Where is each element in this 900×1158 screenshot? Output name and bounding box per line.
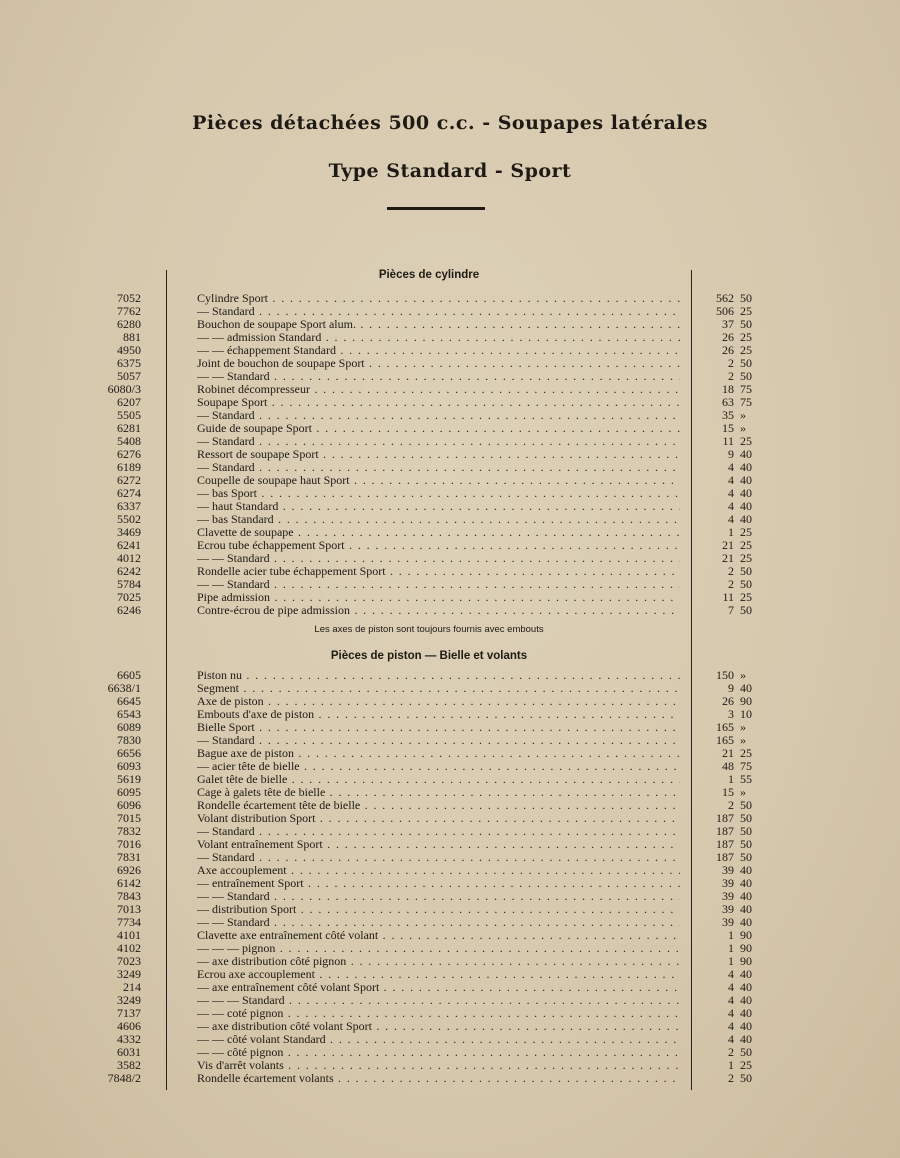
part-description: Volant entraînement Sport . . .	[197, 838, 680, 851]
price-francs: 15	[722, 785, 734, 799]
price-centimes: »	[740, 408, 746, 422]
price-centimes: 90	[740, 694, 752, 708]
price-centimes: 40	[740, 1006, 752, 1020]
part-description: Pipe admission . . .	[197, 591, 680, 604]
price-francs: 2	[728, 369, 734, 383]
part-description: Bouchon de soupape Sport alum. . . .	[197, 318, 680, 331]
part-number: 5057	[117, 369, 141, 383]
part-description: — — Standard . . .	[197, 370, 680, 383]
part-number: 6080/3	[107, 382, 141, 396]
price-centimes: 50	[740, 369, 752, 383]
price-centimes: 50	[740, 824, 752, 838]
part-number: 6093	[117, 759, 141, 773]
price-centimes: 40	[740, 447, 752, 461]
part-description: — — côté volant Standard . . .	[197, 1033, 680, 1046]
price-centimes: 40	[740, 915, 752, 929]
price-francs: 2	[728, 798, 734, 812]
part-description: Robinet décompresseur . . .	[197, 383, 680, 396]
price-francs: 1	[728, 772, 734, 786]
part-description: — — — pignon . . .	[197, 942, 680, 955]
price-francs: 4	[728, 512, 734, 526]
part-description: — entraînement Sport . . .	[197, 877, 680, 890]
price-centimes: »	[740, 720, 746, 734]
part-description: — — Standard . . .	[197, 890, 680, 903]
price-centimes: 25	[740, 434, 752, 448]
part-description: Rondelle écartement tête de bielle . . .	[197, 799, 680, 812]
price-francs: 26	[722, 343, 734, 357]
price-centimes: 55	[740, 772, 752, 786]
title-underline	[387, 207, 485, 210]
part-number: 5619	[117, 772, 141, 786]
part-description: — — — Standard . . .	[197, 994, 680, 1007]
part-number: 5502	[117, 512, 141, 526]
price-francs: 3	[728, 707, 734, 721]
price-centimes: 90	[740, 954, 752, 968]
price-centimes: 25	[740, 1058, 752, 1072]
price-francs: 150	[716, 668, 734, 682]
price-francs: 15	[722, 421, 734, 435]
price-francs: 39	[722, 902, 734, 916]
price-centimes: 25	[740, 551, 752, 565]
part-number: 6142	[117, 876, 141, 890]
part-number: 6656	[117, 746, 141, 760]
part-number: 6280	[117, 317, 141, 331]
part-description: Bague axe de piston . . .	[197, 747, 680, 760]
part-description: Cylindre Sport . . .	[197, 292, 680, 305]
price-centimes: 40	[740, 902, 752, 916]
part-number: 7848/2	[107, 1071, 141, 1085]
part-description: Contre-écrou de pipe admission . . .	[197, 604, 680, 617]
part-number: 4102	[117, 941, 141, 955]
part-description: — Standard . . .	[197, 851, 680, 864]
part-description: — Standard . . .	[197, 461, 680, 474]
part-number: 7831	[117, 850, 141, 864]
part-description: — Standard . . .	[197, 734, 680, 747]
part-number: 7832	[117, 824, 141, 838]
price-francs: 4	[728, 993, 734, 1007]
price-francs: 2	[728, 564, 734, 578]
part-number: 6638/1	[107, 681, 141, 695]
part-description: Embouts d'axe de piston . . .	[197, 708, 680, 721]
part-number: 6096	[117, 798, 141, 812]
price-francs: 21	[722, 746, 734, 760]
price-centimes: 40	[740, 473, 752, 487]
part-description: Rondelle acier tube échappement Sport . . .	[197, 565, 680, 578]
part-description: — acier tête de bielle . . .	[197, 760, 680, 773]
price-francs: 2	[728, 1071, 734, 1085]
price-francs: 39	[722, 863, 734, 877]
price-centimes: 40	[740, 499, 752, 513]
price-centimes: 50	[740, 317, 752, 331]
price-centimes: 90	[740, 941, 752, 955]
part-number: 3249	[117, 993, 141, 1007]
part-number: 6281	[117, 421, 141, 435]
price-centimes: »	[740, 733, 746, 747]
part-number: 3469	[117, 525, 141, 539]
part-number: 6095	[117, 785, 141, 799]
price-francs: 39	[722, 915, 734, 929]
price-francs: 1	[728, 928, 734, 942]
price-francs: 4	[728, 1006, 734, 1020]
part-number: 6645	[117, 694, 141, 708]
part-description: Clavette axe entraînement côté volant . . .	[197, 929, 680, 942]
part-number: 4950	[117, 343, 141, 357]
price-francs: 26	[722, 694, 734, 708]
part-number: 6189	[117, 460, 141, 474]
part-description: Piston nu . . .	[197, 669, 680, 682]
price-francs: 4	[728, 1019, 734, 1033]
price-francs: 165	[716, 733, 734, 747]
part-description: Clavette de soupape . . .	[197, 526, 680, 539]
price-francs: 562	[716, 291, 734, 305]
part-number: 7762	[117, 304, 141, 318]
part-number: 7734	[117, 915, 141, 929]
price-centimes: 40	[740, 460, 752, 474]
price-francs: 2	[728, 1045, 734, 1059]
price-centimes: 50	[740, 1071, 752, 1085]
price-centimes: 50	[740, 811, 752, 825]
piston-parts-list	[0, 669, 900, 1085]
part-description: Segment . . .	[197, 682, 680, 695]
part-number: 7016	[117, 837, 141, 851]
price-centimes: 40	[740, 876, 752, 890]
price-francs: 187	[716, 837, 734, 851]
price-francs: 1	[728, 525, 734, 539]
part-description: Cage à galets tête de bielle . . .	[197, 786, 680, 799]
part-number: 7843	[117, 889, 141, 903]
part-number: 5505	[117, 408, 141, 422]
price-centimes: 25	[740, 330, 752, 344]
price-francs: 39	[722, 876, 734, 890]
part-description: — Standard . . .	[197, 305, 680, 318]
part-description: — — côté pignon . . .	[197, 1046, 680, 1059]
price-centimes: 25	[740, 525, 752, 539]
price-centimes: 25	[740, 304, 752, 318]
cylinder-parts-list	[0, 292, 900, 617]
part-description: — Standard . . .	[197, 409, 680, 422]
price-centimes: 50	[740, 850, 752, 864]
part-description: Bielle Sport . . .	[197, 721, 680, 734]
part-description: — — Standard . . .	[197, 552, 680, 565]
price-centimes: 50	[740, 1045, 752, 1059]
price-centimes: 40	[740, 993, 752, 1007]
part-description: Ressort de soupape Sport . . .	[197, 448, 680, 461]
part-description: Axe accouplement . . .	[197, 864, 680, 877]
price-centimes: 50	[740, 577, 752, 591]
part-number: 7015	[117, 811, 141, 825]
price-francs: 1	[728, 941, 734, 955]
part-description: — — Standard . . .	[197, 916, 680, 929]
price-francs: 48	[722, 759, 734, 773]
part-number: 4012	[117, 551, 141, 565]
price-centimes: 50	[740, 603, 752, 617]
part-number: 7830	[117, 733, 141, 747]
part-description: Coupelle de soupape haut Sport . . .	[197, 474, 680, 487]
price-francs: 11	[722, 434, 734, 448]
price-francs: 4	[728, 486, 734, 500]
part-description: — haut Standard . . .	[197, 500, 680, 513]
price-francs: 18	[722, 382, 734, 396]
price-francs: 1	[728, 1058, 734, 1072]
price-centimes: »	[740, 785, 746, 799]
price-centimes: 40	[740, 681, 752, 695]
part-number: 6246	[117, 603, 141, 617]
part-description: Vis d'arrêt volants . . .	[197, 1059, 680, 1072]
price-centimes: 25	[740, 538, 752, 552]
price-francs: 37	[722, 317, 734, 331]
part-description: — — admission Standard . . .	[197, 331, 680, 344]
part-description: — axe distribution côté volant Sport . . .	[197, 1020, 680, 1033]
part-description: — bas Sport . . .	[197, 487, 680, 500]
page-title: Pièces détachées 500 c.c. - Soupapes latérales	[192, 112, 708, 134]
price-centimes: 40	[740, 486, 752, 500]
price-francs: 11	[722, 590, 734, 604]
price-francs: 21	[722, 551, 734, 565]
part-number: 7052	[117, 291, 141, 305]
part-number: 6241	[117, 538, 141, 552]
part-number: 7137	[117, 1006, 141, 1020]
part-description: Volant distribution Sport . . .	[197, 812, 680, 825]
part-number: 7025	[117, 590, 141, 604]
part-number: 4101	[117, 928, 141, 942]
price-francs: 2	[728, 577, 734, 591]
price-centimes: 40	[740, 889, 752, 903]
section-heading-piston: Pièces de piston — Bielle et volants	[330, 650, 528, 662]
part-number: 881	[123, 330, 141, 344]
part-number: 6274	[117, 486, 141, 500]
part-description: — axe entraînement côté volant Sport . . .	[197, 981, 680, 994]
price-centimes: 90	[740, 928, 752, 942]
part-description: Galet tête de bielle . . .	[197, 773, 680, 786]
price-centimes: »	[740, 421, 746, 435]
table-row	[0, 604, 900, 617]
part-description: Axe de piston . . .	[197, 695, 680, 708]
price-centimes: 50	[740, 837, 752, 851]
part-description: Ecrou axe accouplement . . .	[197, 968, 680, 981]
price-francs: 7	[728, 603, 734, 617]
price-francs: 9	[728, 447, 734, 461]
part-description: — — coté pignon . . .	[197, 1007, 680, 1020]
part-number: 214	[123, 980, 141, 994]
section-heading-cylinder: Pièces de cylindre	[378, 269, 480, 281]
part-description: — — échappement Standard . . .	[197, 344, 680, 357]
price-francs: 63	[722, 395, 734, 409]
part-description: — axe distribution côté pignon . . .	[197, 955, 680, 968]
section-note: Les axes de piston sont toujours fournis avec embouts	[314, 624, 544, 635]
part-description: — bas Standard . . .	[197, 513, 680, 526]
price-centimes: »	[740, 668, 746, 682]
price-francs: 39	[722, 889, 734, 903]
price-centimes: 25	[740, 343, 752, 357]
part-number: 4332	[117, 1032, 141, 1046]
part-number: 6089	[117, 720, 141, 734]
price-francs: 187	[716, 850, 734, 864]
part-number: 7013	[117, 902, 141, 916]
page-subtitle: Type Standard - Sport	[328, 160, 572, 182]
part-number: 6375	[117, 356, 141, 370]
price-francs: 506	[716, 304, 734, 318]
price-francs: 1	[728, 954, 734, 968]
table-row	[0, 1072, 900, 1085]
price-centimes: 40	[740, 512, 752, 526]
price-francs: 2	[728, 356, 734, 370]
part-number: 6276	[117, 447, 141, 461]
part-description: — distribution Sport . . .	[197, 903, 680, 916]
price-francs: 4	[728, 1032, 734, 1046]
price-francs: 9	[728, 681, 734, 695]
part-number: 4606	[117, 1019, 141, 1033]
part-number: 3249	[117, 967, 141, 981]
price-centimes: 40	[740, 863, 752, 877]
part-number: 6605	[117, 668, 141, 682]
price-centimes: 75	[740, 382, 752, 396]
part-number: 6242	[117, 564, 141, 578]
part-number: 3582	[117, 1058, 141, 1072]
price-francs: 187	[716, 811, 734, 825]
price-francs: 26	[722, 330, 734, 344]
part-description: Ecrou tube échappement Sport . . .	[197, 539, 680, 552]
part-description: — — Standard . . .	[197, 578, 680, 591]
price-francs: 4	[728, 967, 734, 981]
price-centimes: 50	[740, 564, 752, 578]
price-francs: 4	[728, 499, 734, 513]
part-number: 6207	[117, 395, 141, 409]
price-francs: 4	[728, 473, 734, 487]
part-description: Rondelle écartement volants . . .	[197, 1072, 680, 1085]
part-number: 6337	[117, 499, 141, 513]
price-francs: 4	[728, 980, 734, 994]
price-centimes: 40	[740, 1032, 752, 1046]
price-centimes: 50	[740, 798, 752, 812]
price-francs: 35	[722, 408, 734, 422]
price-centimes: 40	[740, 967, 752, 981]
part-description: Guide de soupape Sport . . .	[197, 422, 680, 435]
price-centimes: 10	[740, 707, 752, 721]
price-francs: 187	[716, 824, 734, 838]
price-francs: 21	[722, 538, 734, 552]
price-francs: 4	[728, 460, 734, 474]
price-centimes: 50	[740, 291, 752, 305]
part-number: 5784	[117, 577, 141, 591]
part-number: 6031	[117, 1045, 141, 1059]
price-centimes: 40	[740, 980, 752, 994]
price-francs: 165	[716, 720, 734, 734]
part-number: 6272	[117, 473, 141, 487]
part-number: 6543	[117, 707, 141, 721]
part-number: 5408	[117, 434, 141, 448]
part-description: — Standard . . .	[197, 825, 680, 838]
price-centimes: 50	[740, 356, 752, 370]
part-description: — Standard . . .	[197, 435, 680, 448]
part-number: 6926	[117, 863, 141, 877]
price-centimes: 25	[740, 746, 752, 760]
price-centimes: 25	[740, 590, 752, 604]
part-description: Joint de bouchon de soupape Sport . . .	[197, 357, 680, 370]
price-centimes: 75	[740, 395, 752, 409]
price-centimes: 75	[740, 759, 752, 773]
price-centimes: 40	[740, 1019, 752, 1033]
part-description: Soupape Sport . . .	[197, 396, 680, 409]
part-number: 7023	[117, 954, 141, 968]
